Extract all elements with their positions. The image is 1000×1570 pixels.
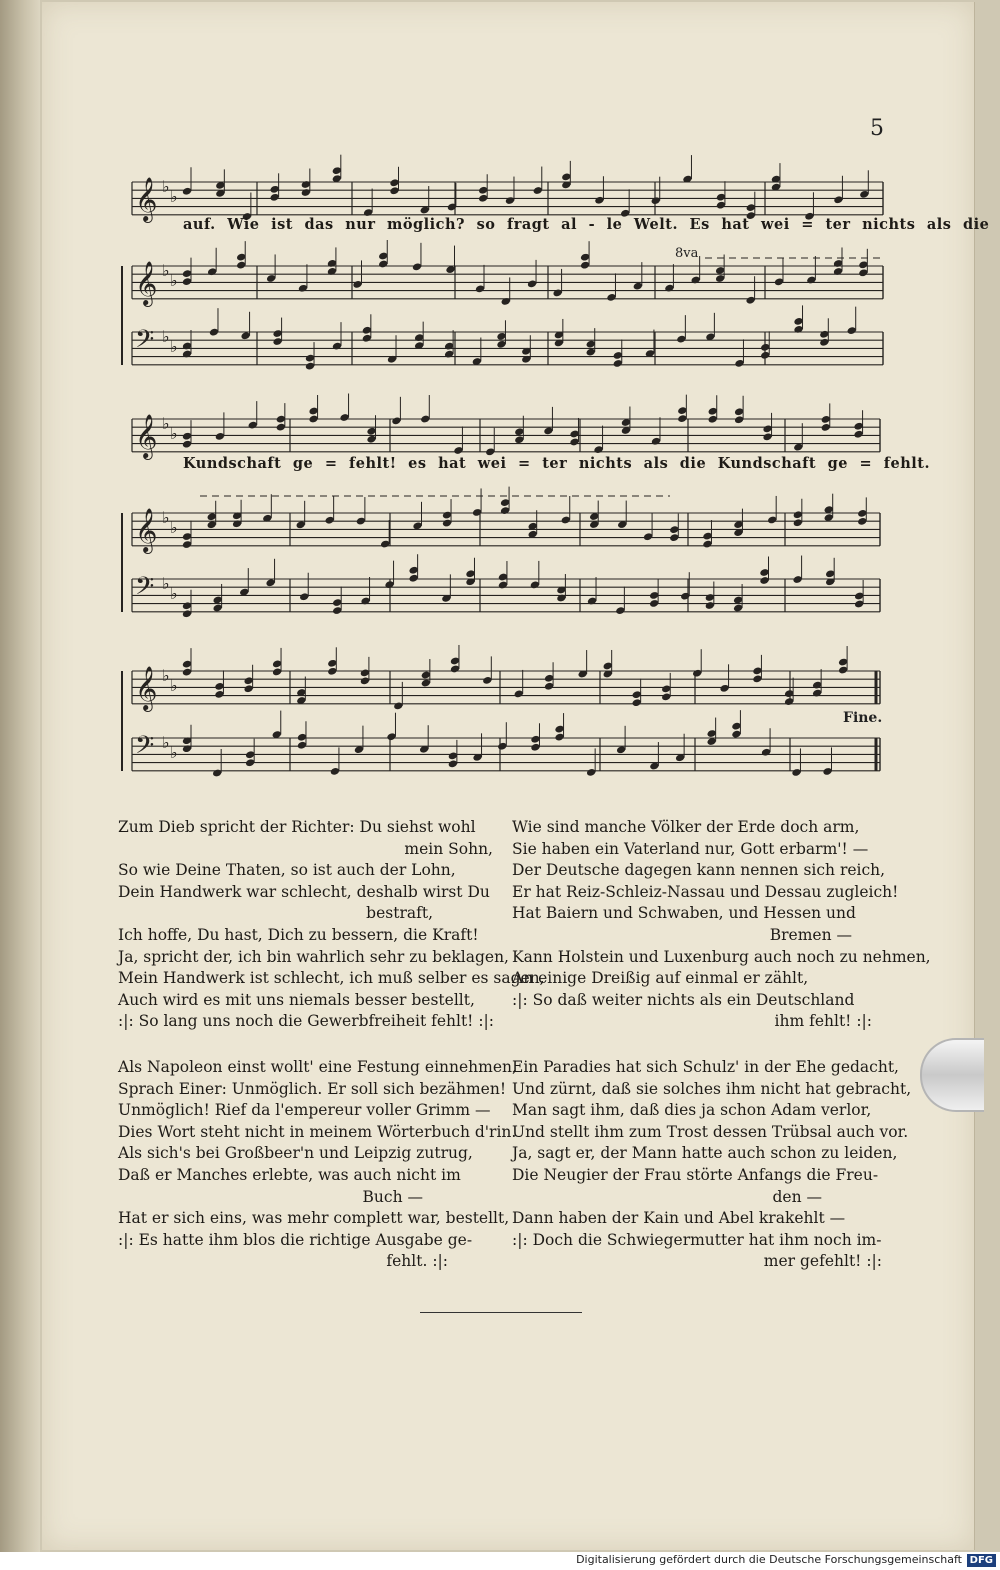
lyrics-system-2: Kundschaft ge = fehlt! es hat wei = ter nichts als die Kundschaft ge = fehlt. xyxy=(183,455,931,472)
verse-line: Und stellt ihm zum Trost dessen Trübsal auch vor. xyxy=(512,1122,909,1141)
verse-line: :|: So daß weiter nichts als ein Deutschland xyxy=(512,990,855,1009)
bass-clef: 𝄢 xyxy=(135,731,155,766)
verse-line: den — xyxy=(772,1187,822,1206)
verse-line: Als Napoleon einst wollt' eine Festung einnehmen, xyxy=(118,1058,517,1076)
treble-clef: 𝄞 xyxy=(135,261,158,305)
verse-line: mer gefehlt! :|: xyxy=(763,1252,882,1271)
verse-line: Kann Holstein und Luxenburg auch noch zu nehmen, xyxy=(512,947,931,966)
verse-line: Sprach Einer: Unmöglich. Er soll sich bezähmen! xyxy=(118,1079,507,1098)
verse-line: :|: So lang uns noch die Gewerbfreiheit fehlt! :|: xyxy=(118,1012,495,1031)
key-flat: ♭ xyxy=(170,424,178,443)
treble-clef: 𝄞 xyxy=(135,508,158,552)
verse-line: Hat er sich eins, was mehr complett war, bestellt, xyxy=(118,1209,510,1228)
key-flat: ♭ xyxy=(170,743,178,762)
key-flat: ♭ xyxy=(162,666,170,685)
key-flat: ♭ xyxy=(162,177,170,196)
footer-text: Digitalisierung gefördert durch die Deutsche Forschungsgemeinschaft xyxy=(576,1553,962,1566)
verse-line: bestraft, xyxy=(366,904,433,923)
key-flat: ♭ xyxy=(162,508,170,527)
page-number: 5 xyxy=(870,116,884,141)
verse-line: Unmöglich! Rief da l'empereur voller Grimm — xyxy=(118,1101,491,1120)
octave-mark: 8va xyxy=(675,246,699,261)
verse-line: Bremen — xyxy=(769,925,852,944)
key-flat: ♭ xyxy=(162,261,170,280)
treble-clef: 𝄞 xyxy=(135,177,158,221)
key-flat: ♭ xyxy=(170,271,178,290)
verse-line: Hat Baiern und Schwaben, und Hessen und xyxy=(512,904,856,923)
key-flat: ♭ xyxy=(170,518,178,537)
verse-line: Die Neugier der Frau störte Anfangs die Freu- xyxy=(512,1165,879,1184)
verse-line: Dann haben der Kain und Abel krakehlt — xyxy=(512,1209,846,1228)
verse-line: Der Deutsche dagegen kann nennen sich reich, xyxy=(512,861,886,880)
page-clip xyxy=(920,1038,984,1112)
verse-line: mein Sohn, xyxy=(404,839,493,858)
key-flat: ♭ xyxy=(162,574,170,593)
verse-line: Mein Handwerk ist schlecht, ich muß selber es sagen, xyxy=(118,969,545,988)
verse-4 xyxy=(512,1057,912,1273)
verse-line: Ja, spricht der, ich bin wahrlich sehr zu beklagen, xyxy=(118,947,509,966)
verse-2 xyxy=(512,817,931,1033)
verse-line: fehlt. :|: xyxy=(386,1252,448,1271)
verse-line: Zum Dieb spricht der Richter: Du siehst wohl xyxy=(118,818,476,836)
verse-line: Und zürnt, daß sie solches ihm nicht hat gebracht, xyxy=(512,1079,912,1098)
end-rule xyxy=(420,1312,582,1313)
dfg-logo: DFG xyxy=(967,1554,996,1567)
verse-1 xyxy=(118,817,545,1033)
verse-line: :|: Es hatte ihm blos die richtige Ausgabe ge- xyxy=(118,1230,473,1249)
treble-clef: 𝄞 xyxy=(135,414,158,458)
verse-line: Buch — xyxy=(362,1187,423,1206)
verse-line: Auch wird es mit uns niemals besser bestellt, xyxy=(118,990,475,1009)
verse-line: Ja, sagt er, der Mann hatte auch schon zu leiden, xyxy=(512,1144,898,1163)
verse-line: Als sich's bei Großbeer'n und Leipzig zutrug, xyxy=(118,1144,473,1163)
key-flat: ♭ xyxy=(170,337,178,356)
verse-line: :|: Doch die Schwiegermutter hat ihm noch im- xyxy=(512,1230,882,1249)
verse-line: Daß er Manches erlebte, was auch nicht im xyxy=(118,1165,461,1184)
key-flat: ♭ xyxy=(162,414,170,433)
bass-clef: 𝄢 xyxy=(135,325,155,360)
verse-line: ihm fehlt! :|: xyxy=(774,1012,872,1031)
verse-line: Wie sind manche Völker der Erde doch arm, xyxy=(512,818,860,836)
lyrics-system-1: auf. Wie ist das nur möglich? so fragt al - le Welt. Es hat wei = ter nichts als die xyxy=(183,216,990,233)
verse-line: Dies Wort steht nicht in meinem Wörterbuch d'rin. xyxy=(118,1122,517,1141)
verse-line: So wie Deine Thaten, so ist auch der Lohn, xyxy=(118,861,456,880)
treble-clef: 𝄞 xyxy=(135,666,158,710)
key-flat: ♭ xyxy=(162,327,170,346)
verse-line: Sie haben ein Vaterland nur, Gott erbarm'! — xyxy=(512,839,869,858)
verse-line: Ein Paradies hat sich Schulz' in der Ehe gedacht, xyxy=(512,1058,899,1076)
fine-mark: Fine. xyxy=(843,710,883,726)
verse-line: Dein Handwerk war schlecht, deshalb wirst Du xyxy=(118,882,490,901)
key-flat: ♭ xyxy=(170,584,178,603)
verse-3 xyxy=(118,1057,517,1273)
key-flat: ♭ xyxy=(170,187,178,206)
verse-line: An einige Dreißig auf einmal er zählt, xyxy=(512,969,809,988)
verse-line: Er hat Reiz-Schleiz-Nassau und Dessau zugleich! xyxy=(512,882,899,901)
key-flat: ♭ xyxy=(162,733,170,752)
key-flat: ♭ xyxy=(170,676,178,695)
bass-clef: 𝄢 xyxy=(135,572,155,607)
verse-line: Man sagt ihm, daß dies ja schon Adam verlor, xyxy=(512,1101,872,1120)
verse-line: Ich hoffe, Du hast, Dich zu bessern, die Kraft! xyxy=(118,925,479,944)
